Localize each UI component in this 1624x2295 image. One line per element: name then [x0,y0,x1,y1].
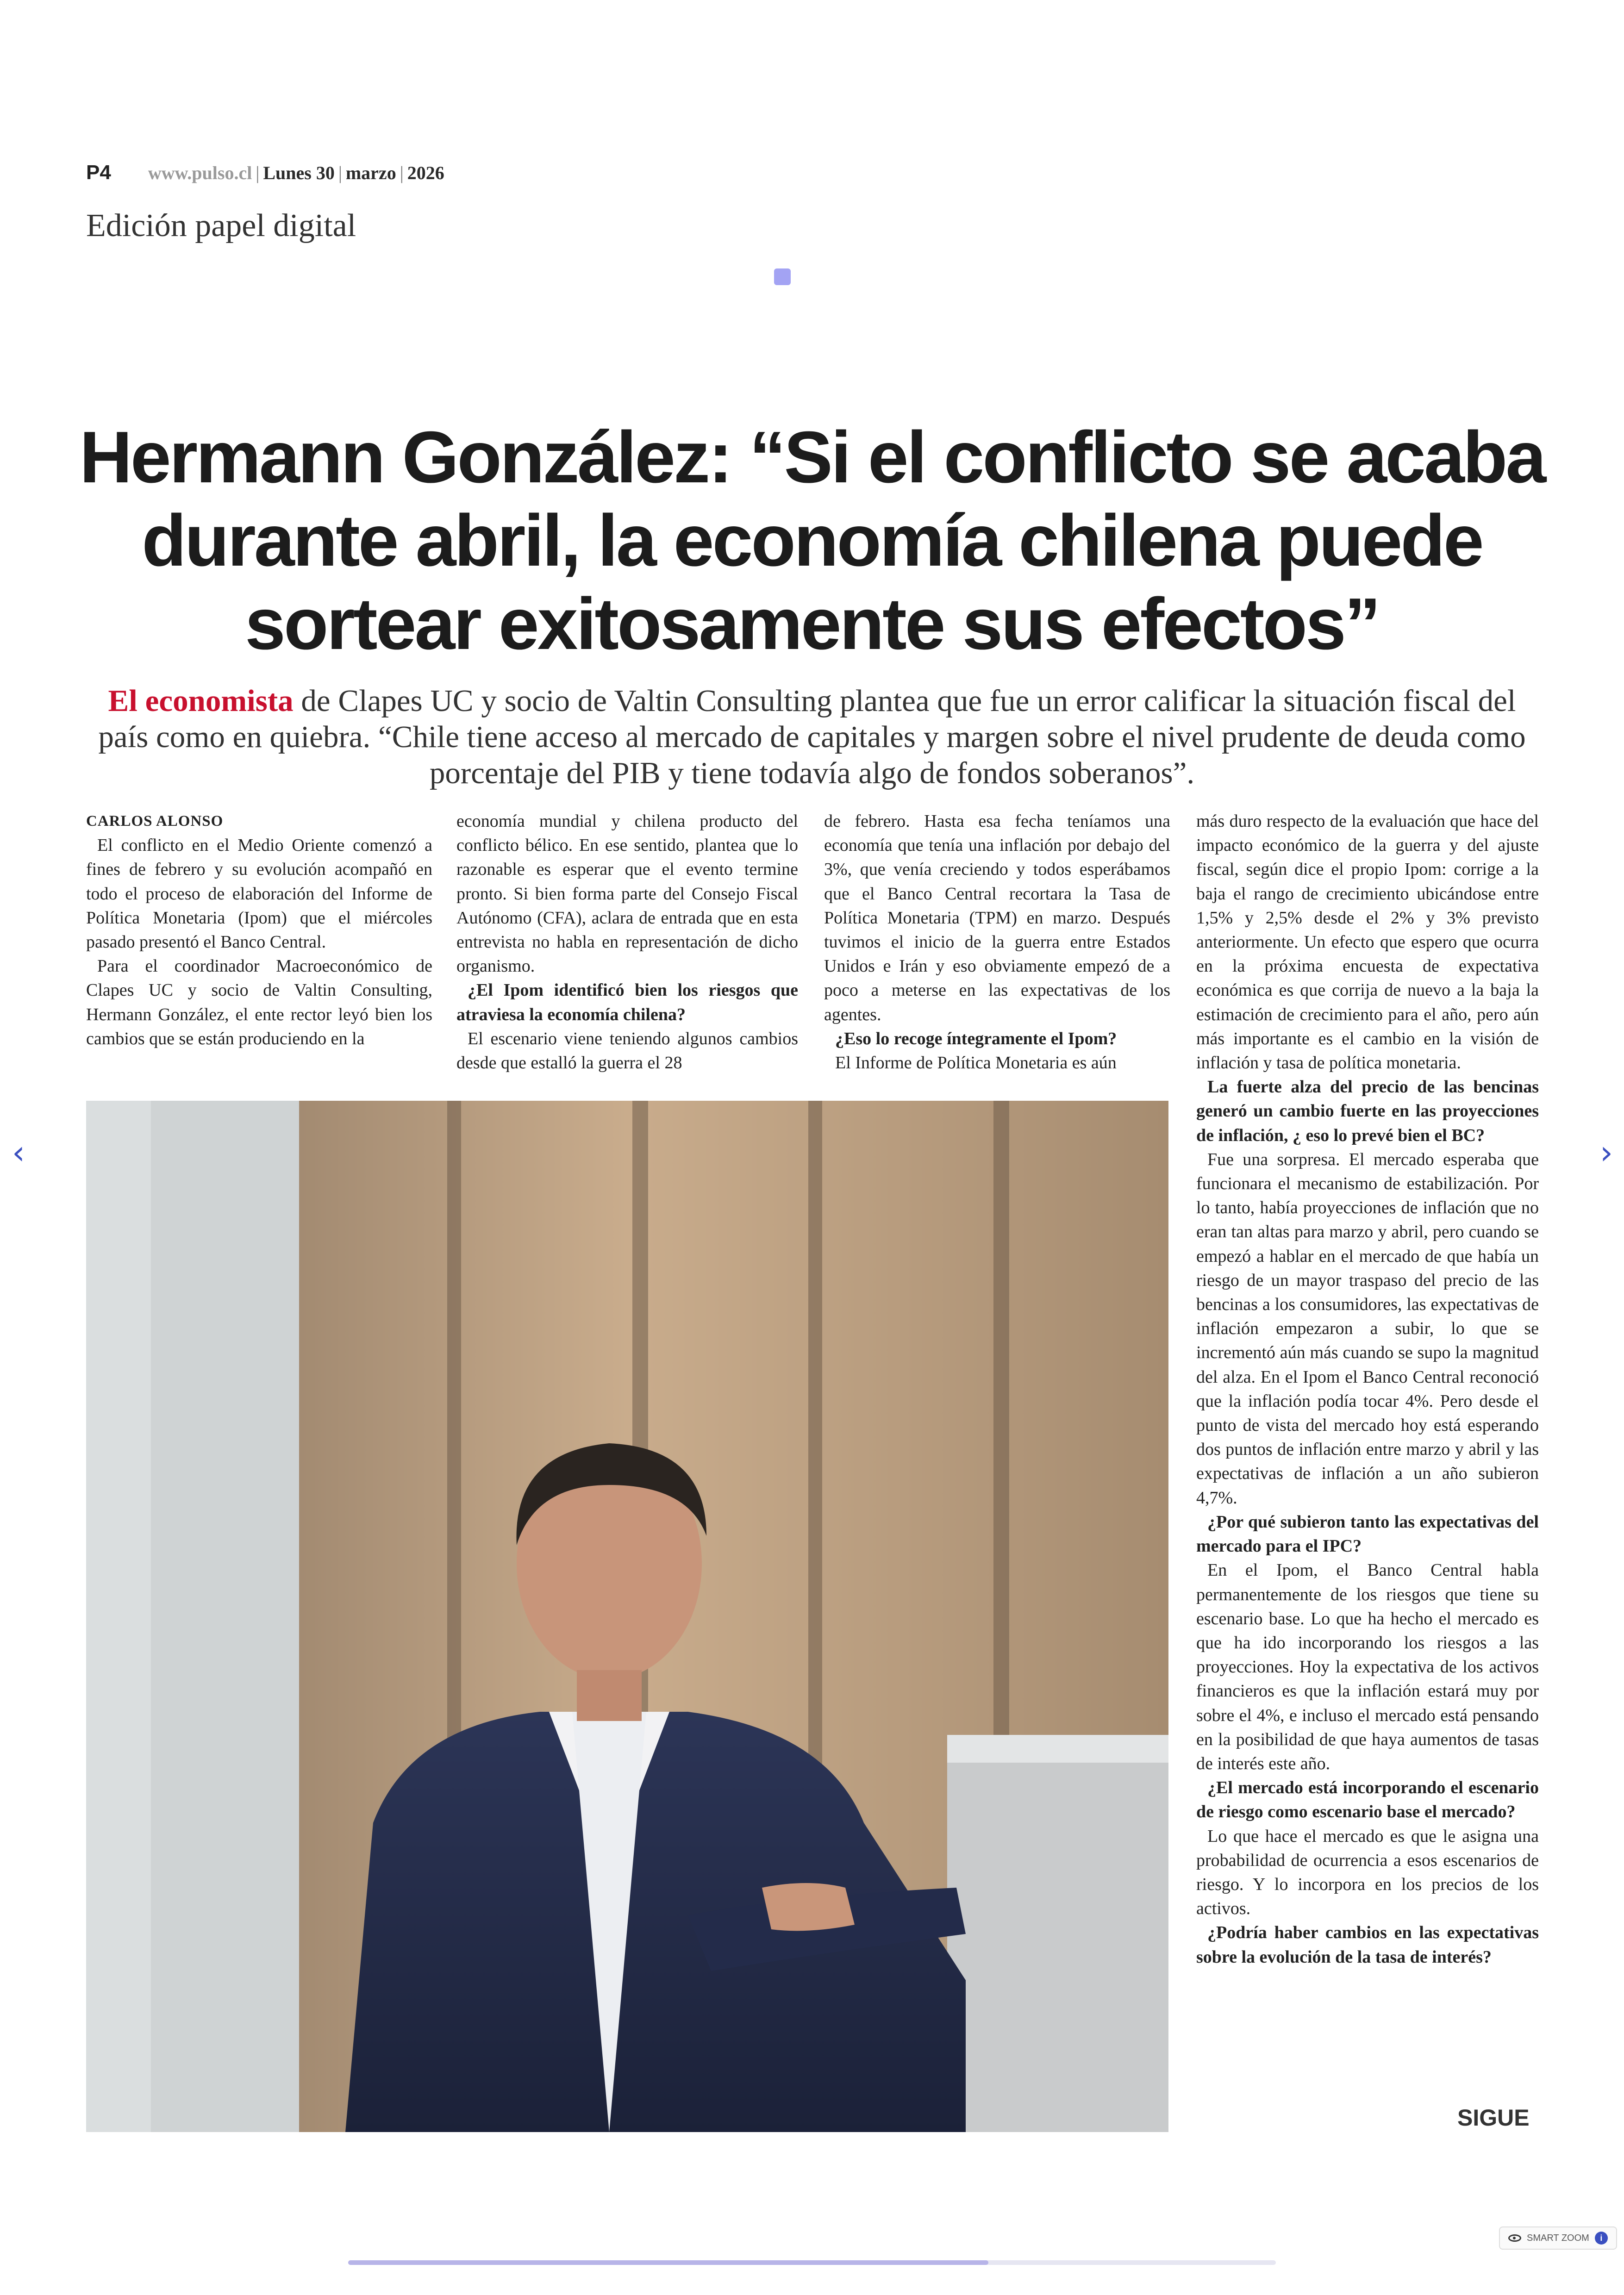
deck-lead: El economista [108,684,294,718]
article-headline: Hermann González: “Si el conflicto se acaba durante abril, la economía chilena puede sortear exitosamente sus efectos” [79,417,1545,665]
article-column-1 [86,809,432,1051]
paragraph: economía mundial y chilena producto del conflicto bélico. En ese sentido, plantea que lo razonable es esperar que el evento termine pronto. Si bien forma parte del Consejo Fiscal Autónomo (CFA), aclara de entrada que en esta entrevista no habla en representación de dicho organismo. [456,811,798,976]
next-page-icon[interactable]: › [1600,1134,1613,1172]
article-column-2 [456,809,798,1075]
portrait-photo [86,1101,1168,2132]
article-column-3 [824,809,1170,1075]
interview-question: ¿El mercado está incorporando el escenario de riesgo como escenario base el mercado? [1196,1778,1539,1822]
paragraph: El escenario viene teniendo algunos cambios desde que estalló la guerra el 28 [456,1029,798,1073]
previous-page-icon[interactable]: ‹ [12,1134,25,1172]
deck-text: de Clapes UC y socio de Valtin Consulting plantea que fue un error calificar la situación fiscal del país como en quiebra. “Chile tiene acceso al mercado de capitales y margen sobre el nivel prudente de deuda como porcentaje del PIB y tiene todavía algo de fondos soberanos”. [98,684,1526,790]
interview-question: La fuerte alza del precio de las bencinas generó un cambio fuerte en las proyecciones de inflación, ¿ eso lo prevé bien el BC? [1196,1077,1539,1145]
paragraph: En el Ipom, el Banco Central habla permanentemente de los riesgos que tiene su escenario base. Lo que ha hecho el mercado es que ha ido incorporando los riesgos a las proyecciones. Hoy la expectativa de los activos financieros es que la inflación estará muy por sobre el 4%, e incluso el mercado está pensando en la posibilidad de que haya aumentos de tasas de interés este año. [1196,1560,1539,1773]
paragraph: El conflicto en el Medio Oriente comenzó a fines de febrero y su evolución acompañó en todo el proceso de elaboración del Informe de Política Monetaria (Ipom) que el miércoles pasado presentó el Banco Central. [86,836,432,952]
interview-question: ¿El Ipom identificó bien los riesgos que atraviesa la economía chilena? [456,980,798,1024]
eye-icon [1508,2234,1521,2242]
page-header: P4 www.pulso.cl | Lunes 30 | marzo | 2026 [86,161,444,184]
page-number: P4 [86,161,111,184]
interview-question: ¿Podría haber cambios en las expectativas sobre la evolución de la tasa de interés? [1196,1923,1539,1967]
portrait-illustration [86,1101,1168,2132]
edition-label: Edición papel digital [86,208,356,243]
paragraph: Para el coordinador Macroeconómico de Clapes UC y socio de Valtin Consulting, Hermann González, el ente rector leyó bien los cambios que se están produciendo en la [86,956,432,1048]
issue-month: marzo [345,162,396,183]
article-column-4 [1196,809,1539,1969]
issue-year: 2026 [407,162,444,183]
continues-label: SIGUE [1457,2105,1530,2131]
smart-zoom-button[interactable] [1499,2226,1617,2250]
paragraph: de febrero. Hasta esa fecha teníamos una economía que tenía una inflación por debajo del 3%, que venía creciendo y todos esperábamos que el Banco Central recortara la Tasa de Política Monetaria (TPM) en marzo. Después tuvimos el inicio de la guerra entre Estados Unidos e Irán y eso obviamente empezó de a poco a meterse en las expectativas de los agentes. [824,811,1170,1024]
info-icon[interactable]: i [1595,2232,1608,2245]
interview-question: ¿Por qué subieron tanto las expectativas del mercado para el IPC? [1196,1512,1539,1556]
paragraph: Lo que hace el mercado es que le asigna una probabilidad de ocurrencia a esos escenarios de riesgo. Y lo incorpora en los precios de los activos. [1196,1826,1539,1919]
annotation-marker-icon[interactable] [774,268,791,285]
page-scroll-progress-fill [348,2260,988,2265]
article-deck [83,683,1541,791]
page-scroll-progress[interactable] [348,2260,1276,2265]
paragraph: más duro respecto de la evaluación que hace del impacto económico de la guerra y del ajuste fiscal, según dice el propio Ipom: corrige a la baja el rango de crecimiento ubicándose entre 1,5% y 2,5% desde el 2% y 3% previsto anteriormente. Un efecto que espero que ocurra en la próxima encuesta de expectativa económica es que corrija de nuevo a la baja la estimación de crecimiento para el año, pero aún más importante es el cambio en la visión de inflación y tasa de política monetaria. [1196,811,1539,1073]
smart-zoom-label: SMART ZOOM [1527,2233,1589,2243]
interview-question: ¿Eso lo recoge íntegramente el Ipom? [835,1029,1117,1048]
issue-date: Lunes 30 [263,162,335,183]
paragraph: El Informe de Política Monetaria es aún [835,1053,1117,1073]
byline: CARLOS ALONSO [86,813,224,829]
paragraph: Fue una sorpresa. El mercado esperaba que funcionara el mecanismo de estabilización. Por lo tanto, había proyecciones de inflación que no eran tan altas para marzo y abril, pero cuando se empezó a hablar en el mercado de que había un riesgo de un mayor traspaso del precio de las bencinas a los consumidores, las expectativas de inflación empezaron a subir, lo que se incrementó aún más cuando se supo la magnitud del alza. En el Ipom el Banco Central reconoció que la inflación podía tocar 4%. Pero desde el punto de vista del mercado hoy está esperando dos puntos de inflación entre marzo y abril y las expectativas de inflación a un año subieron 4,7%. [1196,1149,1539,1508]
site-url[interactable]: www.pulso.cl [148,162,252,183]
